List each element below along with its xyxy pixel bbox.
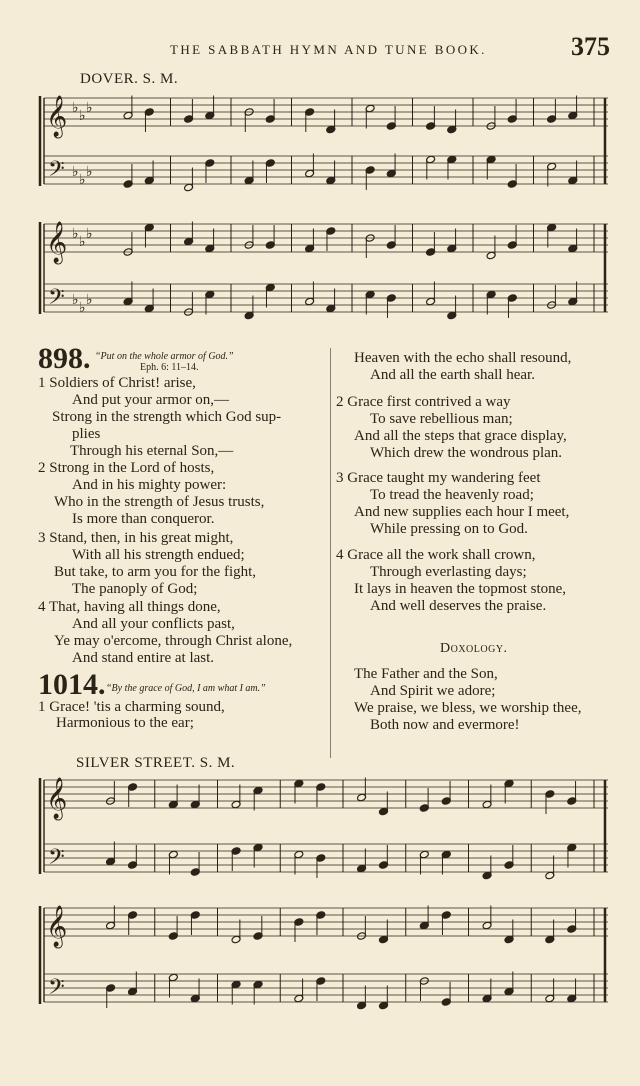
verse-line: Strong in the strength which God sup- (52, 409, 282, 425)
treble-clef-icon: 𝄞 (46, 906, 68, 947)
verse-line: With all his strength endued; (72, 547, 245, 563)
verse-line: And all the earth shall hear. (370, 367, 535, 383)
verse-line: And stand entire at last. (72, 650, 215, 666)
verse-line: The Father and the Son, (354, 666, 498, 682)
flat-icon: ♭ (72, 165, 79, 180)
hymn-898-reference: Eph. 6: 11–14. (140, 362, 199, 373)
verse-line: Through everlasting days; (370, 564, 527, 580)
verse-line: Is more than conqueror. (72, 511, 215, 527)
treble-clef-icon: 𝄞 (46, 222, 68, 263)
flat-icon: ♭ (86, 293, 93, 308)
page-number: 375 (571, 32, 610, 61)
verse-line: And put your armor on,— (72, 392, 230, 408)
flat-icon: ♭ (79, 109, 86, 124)
flat-icon: ♭ (86, 101, 93, 116)
doxology (336, 640, 626, 735)
verse-line: We praise, we bless, we worship thee, (354, 700, 582, 716)
verse-line: 3 Stand, then, in his great might, (38, 530, 234, 546)
verse-line: 4 That, having all things done, (38, 599, 221, 615)
hymn-1014-continued (336, 350, 626, 620)
verse-line: 2 Strong in the Lord of hosts, (38, 460, 215, 476)
verse-line: Both now and evermore! (370, 717, 520, 733)
verse-line: Which drew the wondrous plan. (370, 445, 563, 461)
verse-line: 1 Grace! 'tis a charming sound, (38, 699, 225, 715)
verse-line: To save rebellious man; (370, 411, 513, 427)
treble-clef-icon: 𝄞 (46, 778, 68, 819)
bass-clef-icon: 𝄢 (48, 975, 65, 1005)
verse-line: 1 Soldiers of Christ! arise, (38, 375, 196, 391)
verse-line: Ye may o'ercome, through Christ alone, (54, 633, 293, 649)
flat-icon: ♭ (72, 227, 79, 242)
verse-line: And in his mighty power: (72, 477, 227, 493)
verse-line: Who in the strength of Jesus trusts, (54, 494, 265, 510)
flat-icon: ♭ (86, 227, 93, 242)
hymn-898-motto: “Put on the whole armor of God.” (95, 351, 234, 362)
tune-name-silver-street: SILVER STREET. S. M. (76, 755, 236, 771)
verse-line: The panoply of God; (72, 581, 198, 597)
flat-icon: ♭ (72, 101, 79, 116)
doxology-title: Doxology. (440, 641, 508, 656)
verse-line: And new supplies each hour I meet, (354, 504, 570, 520)
running-title: THE SABBATH HYMN AND TUNE BOOK. (170, 42, 487, 57)
flat-icon: ♭ (79, 235, 86, 250)
score-silver-street-system-2 (38, 902, 620, 1028)
bass-clef-icon: 𝄢 (48, 157, 65, 187)
flat-icon: ♭ (72, 293, 79, 308)
hymn-898 (38, 344, 328, 664)
flat-icon: ♭ (86, 165, 93, 180)
verse-line: 4 Grace all the work shall crown, (336, 547, 536, 563)
verse-line: And all the steps that grace display, (354, 428, 567, 444)
verse-line: plies (72, 426, 101, 442)
verse-line: And all your conflicts past, (72, 616, 235, 632)
flat-icon: ♭ (79, 301, 86, 316)
score-dover-system-1 (38, 92, 620, 200)
bass-clef-icon: 𝄢 (48, 285, 65, 315)
verse-line: Through his eternal Son,— (70, 443, 234, 459)
flat-icon: ♭ (79, 173, 86, 188)
verse-line: And Spirit we adore; (370, 683, 496, 699)
verse-line: But take, to arm you for the fight, (54, 564, 257, 580)
column-divider (330, 348, 331, 758)
verse-line: 3 Grace taught my wandering feet (336, 470, 541, 486)
verse-line: While pressing on to God. (370, 521, 528, 537)
hymn-number-898: 898. (38, 342, 91, 375)
verse-line: 2 Grace first contrived a way (336, 394, 511, 410)
hymn-1014 (38, 668, 328, 732)
score-dover-system-2 (38, 218, 620, 328)
verse-line: And well deserves the praise. (370, 598, 547, 614)
treble-clef-icon: 𝄞 (46, 96, 68, 137)
hymn-number-1014: 1014. (38, 668, 106, 701)
running-head (0, 32, 640, 68)
verse-line: Harmonious to the ear; (56, 715, 194, 731)
verse-line: Heaven with the echo shall resound, (354, 350, 572, 366)
verse-line: It lays in heaven the topmost stone, (354, 581, 567, 597)
bass-clef-icon: 𝄢 (48, 845, 65, 875)
verse-line: To tread the heavenly road; (370, 487, 534, 503)
tune-name-dover: DOVER. S. M. (80, 71, 179, 87)
score-silver-street-system-1 (38, 774, 620, 886)
hymn-1014-motto: “By the grace of God, I am what I am.” (106, 683, 266, 694)
